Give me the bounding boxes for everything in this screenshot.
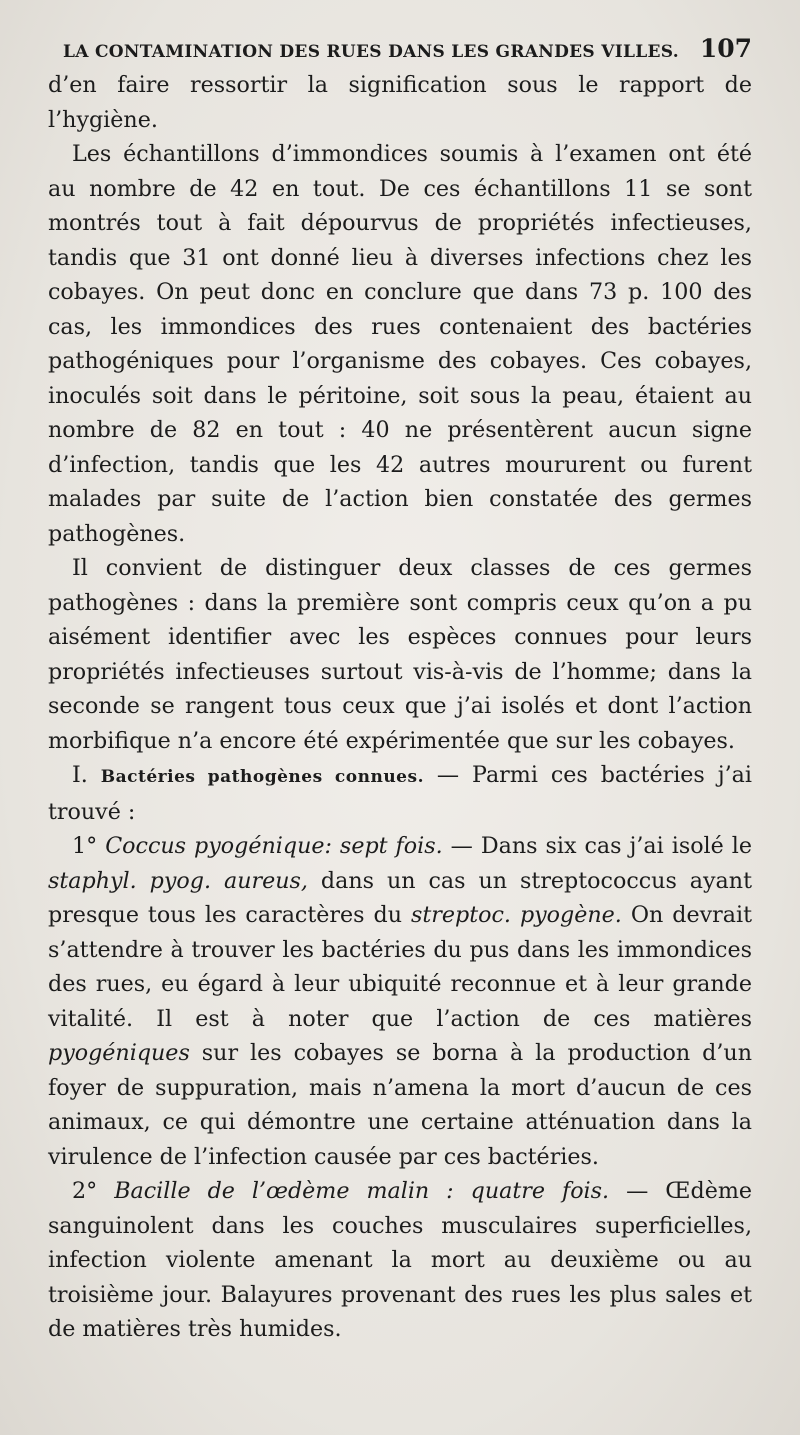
item-title: Bacille de l’œdème malin : quatre fois. (114, 1178, 610, 1204)
paragraph-classes: Il convient de distinguer deux classes de ces germes pathogènes : dans la première sont compris ceux qu’on a pu aisément identifier avec les espèces connues pour leurs propriétés infectieuses surtout vis-à-vis de l’homme; dans la seconde se rangent tous ceux que j’ai isolés et dont l’action morbifique n’a encore été expérimentée que sur les cobayes. (48, 555, 752, 754)
item-number: 1° (72, 833, 98, 859)
body-text (48, 68, 752, 1347)
text-run: dans un cas un streptococcus ayant presque tous les caractères du (48, 867, 752, 928)
page-header (63, 34, 752, 63)
italic-term: staphyl. pyog. aureus, (48, 867, 308, 894)
item-number: 2° (72, 1178, 98, 1204)
italic-term: pyogéniques (48, 1040, 190, 1066)
italic-term: streptoc. pyogène. (410, 902, 622, 928)
section-number: I. (72, 762, 88, 788)
paragraph-samples: Les échantillons d’immondices soumis à l’examen ont été au nombre de 42 en tout. De ces échantillons 11 se sont montrés tout à fait dépourvus de propriétés infectieuses, tandis que 31 ont donné lieu à diverses infections chez les cobayes. On peut donc en conclure que dans 73 p. 100 des cas, les immondices des rues contenaient des bactéries pathogéniques pour l’organisme des cobayes. Ces cobayes, inoculés soit dans le péritoine, soit sous la peau, étaient au nombre de 82 en tout : 40 ne présentèrent aucun signe d’infection, tandis que les 42 autres moururent ou furent malades par suite de l’action bien constatée des germes pathogènes. (48, 141, 752, 547)
item-title: Coccus pyogénique: sept fois. (105, 833, 443, 859)
paragraph-continuation: d’en faire ressortir la signification sous le rapport de l’hygiène. (48, 72, 752, 133)
running-title: LA CONTAMINATION DES RUES DANS LES GRANDES VILLES. (63, 42, 679, 62)
paragraph-coccus (48, 829, 752, 1174)
paragraph-bacille (48, 1174, 752, 1347)
section-heading-rest: — Parmi ces bactéries j’ai trouvé : (48, 762, 752, 825)
text-run: — Œdème sanguinolent dans les couches musculaires superficielles, infection violente amenant la mort au deuxième ou au troisième jour. Balayures provenant des rues les plus sales et de matières très humides. (48, 1178, 752, 1342)
section-heading: Bactéries pathogènes connues. (100, 767, 424, 787)
text-run: sur les cobayes se borna à la production d’un foyer de suppuration, mais n’amena la mort d’aucun de ces animaux, ce qui démontre une certaine atténuation dans la virulence de l’infection causée par ces bactéries. (48, 1040, 752, 1170)
text-run: On devrait s’attendre à trouver les bactéries du pus dans les immondices des rues, eu égard à leur ubiquité reconnue et à leur grande vitalité. Il est à noter que l’action de ces matières (48, 902, 752, 1032)
section-heading-paragraph (48, 758, 752, 829)
page-number: 107 (699, 34, 752, 63)
text-run: — Dans six cas j’ai isolé le (442, 833, 752, 859)
